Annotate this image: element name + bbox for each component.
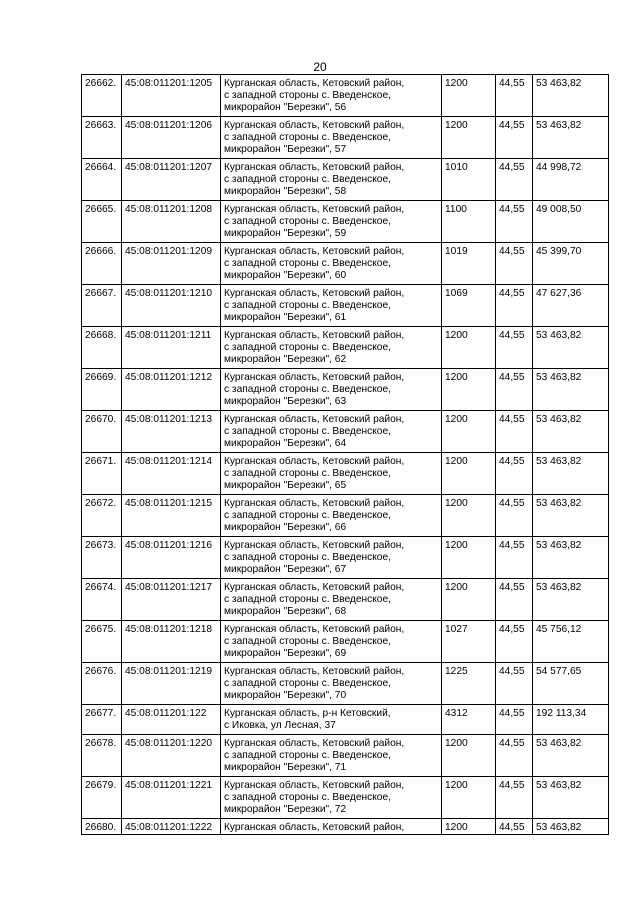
rate-cell: 44,55 [496,621,533,663]
table-row [82,663,609,705]
table-row [82,705,609,735]
row-number-cell: 26673. [82,537,122,579]
rate-cell: 44,55 [496,579,533,621]
table-row [82,819,609,835]
cadastral-number-cell: 45:08:011201:1209 [122,243,221,285]
area-cell: 1100 [442,201,496,243]
area-cell: 1200 [442,75,496,117]
cadastral-value-cell: 53 463,82 [533,453,609,495]
address-cell: Курганская область, Кетовский район, с западной стороны с. Введенское, микрорайон "Березки", 60 [221,243,442,285]
row-number-cell: 26680. [82,819,122,835]
rate-cell: 44,55 [496,453,533,495]
area-cell: 1069 [442,285,496,327]
table-row [82,201,609,243]
cadastral-number-cell: 45:08:011201:1222 [122,819,221,835]
address-cell: Курганская область, Кетовский район, с западной стороны с. Введенское, микрорайон "Березки", 59 [221,201,442,243]
area-cell: 1010 [442,159,496,201]
table-row [82,75,609,117]
table-row [82,495,609,537]
address-cell: Курганская область, Кетовский район, с западной стороны с. Введенское, микрорайон "Березки", 65 [221,453,442,495]
table-row [82,537,609,579]
area-cell: 1200 [442,495,496,537]
table-row [82,735,609,777]
cadastral-number-cell: 45:08:011201:122 [122,705,221,735]
cadastral-number-cell: 45:08:011201:1220 [122,735,221,777]
row-number-cell: 26671. [82,453,122,495]
table-row [82,117,609,159]
cadastral-number-cell: 45:08:011201:1214 [122,453,221,495]
row-number-cell: 26664. [82,159,122,201]
cadastral-value-cell: 53 463,82 [533,777,609,819]
cadastral-number-cell: 45:08:011201:1216 [122,537,221,579]
table-row [82,159,609,201]
rate-cell: 44,55 [496,285,533,327]
address-cell: Курганская область, Кетовский район, с западной стороны с. Введенское, микрорайон "Березки", 64 [221,411,442,453]
rate-cell: 44,55 [496,663,533,705]
cadastral-number-cell: 45:08:011201:1211 [122,327,221,369]
cadastral-number-cell: 45:08:011201:1207 [122,159,221,201]
cadastral-value-cell: 44 998,72 [533,159,609,201]
table-row [82,453,609,495]
row-number-cell: 26679. [82,777,122,819]
rate-cell: 44,55 [496,735,533,777]
cadastral-value-cell: 53 463,82 [533,327,609,369]
cadastral-number-cell: 45:08:011201:1215 [122,495,221,537]
page-number: 20 [313,60,327,74]
table-row [82,285,609,327]
cadastral-number-cell: 45:08:011201:1217 [122,579,221,621]
area-cell: 1200 [442,453,496,495]
address-cell: Курганская область, Кетовский район, с западной стороны с. Введенское, микрорайон "Березки", 70 [221,663,442,705]
table-row [82,621,609,663]
cadastral-number-cell: 45:08:011201:1221 [122,777,221,819]
rate-cell: 44,55 [496,705,533,735]
cadastral-value-cell: 53 463,82 [533,75,609,117]
address-cell: Курганская область, р-н Кетовский, с Иковка, ул Лесная, 37 [221,705,442,735]
cadastral-value-cell: 53 463,82 [533,411,609,453]
cadastral-value-cell: 47 627,36 [533,285,609,327]
address-cell: Курганская область, Кетовский район, с западной стороны с. Введенское, микрорайон "Березки", 57 [221,117,442,159]
cadastral-value-cell: 53 463,82 [533,537,609,579]
cadastral-value-cell: 45 399,70 [533,243,609,285]
area-cell: 1027 [442,621,496,663]
area-cell: 1200 [442,411,496,453]
rate-cell: 44,55 [496,243,533,285]
cadastral-number-cell: 45:08:011201:1205 [122,75,221,117]
cadastral-value-cell: 192 113,34 [533,705,609,735]
table-row [82,327,609,369]
cadastral-number-cell: 45:08:011201:1210 [122,285,221,327]
rate-cell: 44,55 [496,819,533,835]
address-cell: Курганская область, Кетовский район, с западной стороны с. Введенское, микрорайон "Березки", 72 [221,777,442,819]
table-row [82,411,609,453]
rate-cell: 44,55 [496,75,533,117]
cadastral-number-cell: 45:08:011201:1213 [122,411,221,453]
area-cell: 1200 [442,735,496,777]
cadastral-value-cell: 53 463,82 [533,819,609,835]
address-cell: Курганская область, Кетовский район, с западной стороны с. Введенское, микрорайон "Березки", 67 [221,537,442,579]
area-cell: 1200 [442,819,496,835]
area-cell: 1200 [442,537,496,579]
area-cell: 1019 [442,243,496,285]
table-row [82,369,609,411]
row-number-cell: 26675. [82,621,122,663]
address-cell: Курганская область, Кетовский район, с западной стороны с. Введенское, микрорайон "Березки", 61 [221,285,442,327]
row-number-cell: 26669. [82,369,122,411]
address-cell: Курганская область, Кетовский район, с западной стороны с. Введенское, микрорайон "Березки", 71 [221,735,442,777]
rate-cell: 44,55 [496,159,533,201]
cadastral-number-cell: 45:08:011201:1219 [122,663,221,705]
row-number-cell: 26674. [82,579,122,621]
row-number-cell: 26670. [82,411,122,453]
cadastral-number-cell: 45:08:011201:1212 [122,369,221,411]
address-cell: Курганская область, Кетовский район, с западной стороны с. Введенское, микрорайон "Березки", 56 [221,75,442,117]
cadastral-value-cell: 54 577,65 [533,663,609,705]
address-cell: Курганская область, Кетовский район, с западной стороны с. Введенское, микрорайон "Березки", 58 [221,159,442,201]
area-cell: 1200 [442,579,496,621]
row-number-cell: 26663. [82,117,122,159]
row-number-cell: 26678. [82,735,122,777]
cadastral-value-cell: 53 463,82 [533,579,609,621]
address-cell: Курганская область, Кетовский район, с западной стороны с. Введенское, микрорайон "Березки", 69 [221,621,442,663]
address-cell: Курганская область, Кетовский район, с западной стороны с. Введенское, микрорайон "Березки", 66 [221,495,442,537]
table-row [82,243,609,285]
row-number-cell: 26676. [82,663,122,705]
land-registry-table [81,74,609,835]
row-number-cell: 26668. [82,327,122,369]
cadastral-value-cell: 49 008,50 [533,201,609,243]
rate-cell: 44,55 [496,537,533,579]
row-number-cell: 26667. [82,285,122,327]
row-number-cell: 26672. [82,495,122,537]
row-number-cell: 26662. [82,75,122,117]
address-cell: Курганская область, Кетовский район, с западной стороны с. Введенское, микрорайон "Березки", 68 [221,579,442,621]
cadastral-value-cell: 53 463,82 [533,117,609,159]
address-cell: Курганская область, Кетовский район, с западной стороны с. Введенское, микрорайон "Березки", 63 [221,369,442,411]
area-cell: 1225 [442,663,496,705]
area-cell: 1200 [442,777,496,819]
area-cell: 4312 [442,705,496,735]
address-cell: Курганская область, Кетовский район, [221,819,442,835]
rate-cell: 44,55 [496,495,533,537]
area-cell: 1200 [442,327,496,369]
area-cell: 1200 [442,369,496,411]
cadastral-value-cell: 53 463,82 [533,735,609,777]
rate-cell: 44,55 [496,201,533,243]
row-number-cell: 26677. [82,705,122,735]
cadastral-number-cell: 45:08:011201:1218 [122,621,221,663]
table-row [82,579,609,621]
row-number-cell: 26666. [82,243,122,285]
cadastral-number-cell: 45:08:011201:1206 [122,117,221,159]
cadastral-number-cell: 45:08:011201:1208 [122,201,221,243]
cadastral-value-cell: 53 463,82 [533,369,609,411]
rate-cell: 44,55 [496,411,533,453]
table-row [82,777,609,819]
area-cell: 1200 [442,117,496,159]
rate-cell: 44,55 [496,777,533,819]
cadastral-value-cell: 45 756,12 [533,621,609,663]
table-body [82,75,609,835]
row-number-cell: 26665. [82,201,122,243]
cadastral-value-cell: 53 463,82 [533,495,609,537]
rate-cell: 44,55 [496,117,533,159]
rate-cell: 44,55 [496,369,533,411]
rate-cell: 44,55 [496,327,533,369]
address-cell: Курганская область, Кетовский район, с западной стороны с. Введенское, микрорайон "Березки", 62 [221,327,442,369]
